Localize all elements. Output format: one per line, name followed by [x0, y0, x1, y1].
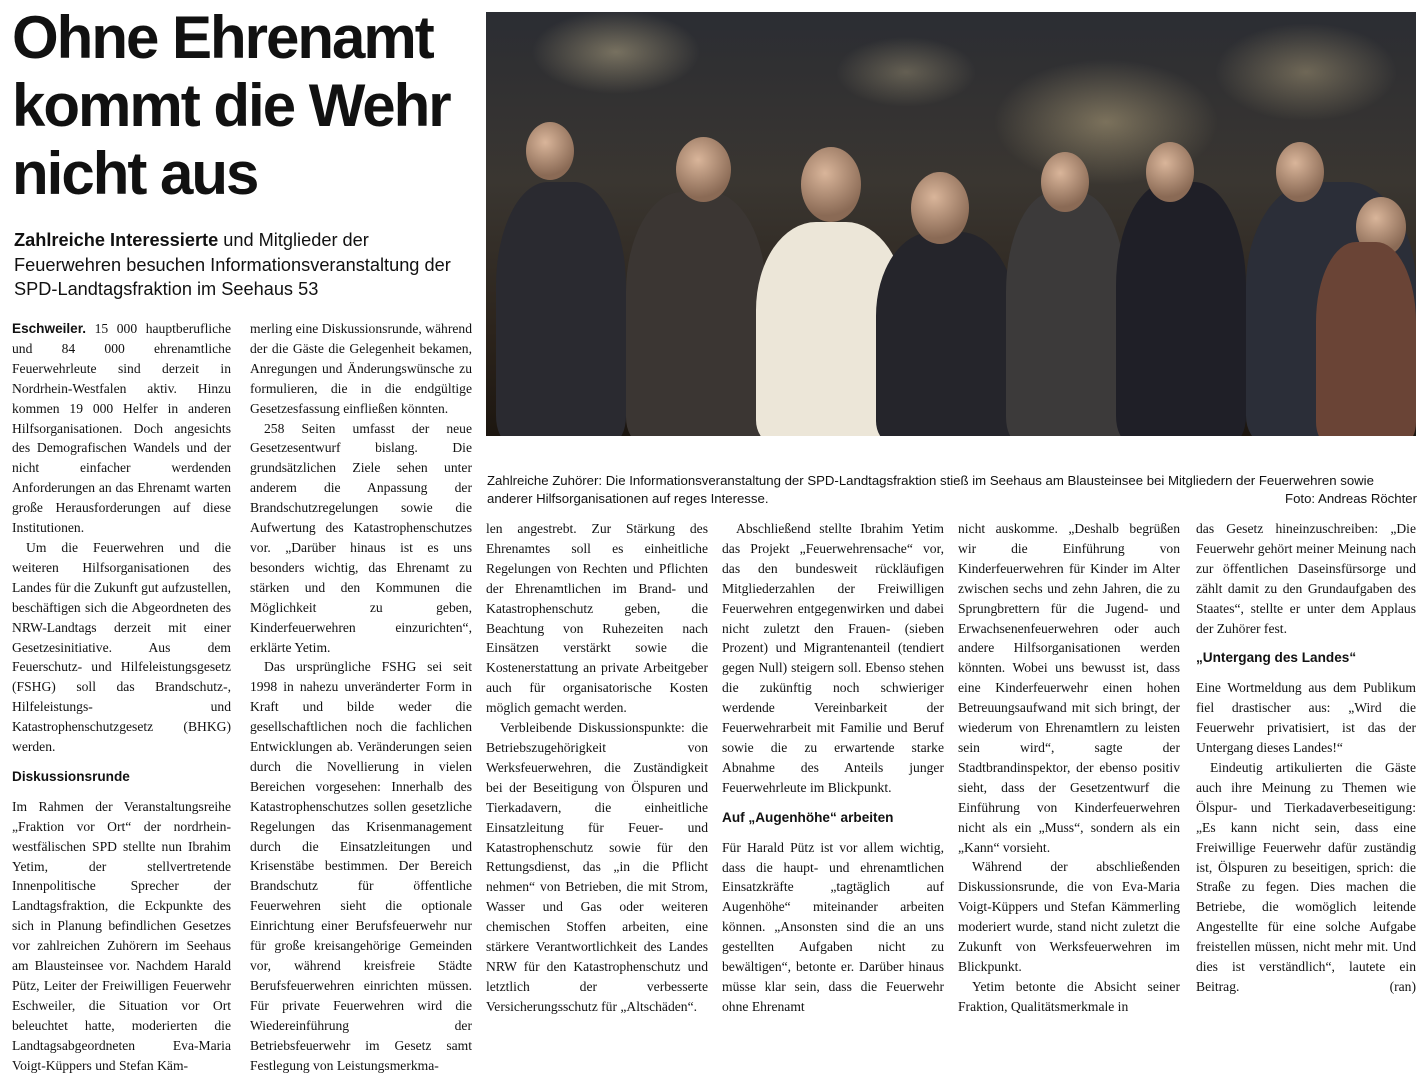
section-heading: „Untergang des Landes“ — [1196, 650, 1357, 666]
article-column-2 — [250, 319, 472, 1075]
photo-caption — [487, 472, 1417, 507]
paragraph: len angestrebt. Zur Stärkung des Ehrenamtes soll es einheitliche Regelungen von Rechten und Pflichten der Ehrenamtlichen im Brand- und Katastrophenschutz geben, die Beachtung von Ruhezeiten nach Einsätzen verstärkt sowie die Kostenerstattung an private Arbeitgeber auch für organisatorische Kosten möglich gemacht werden. — [486, 521, 708, 716]
section-heading: Auf „Augenhöhe“ arbeiten — [722, 809, 894, 825]
paragraph: Während der abschließenden Diskussionsrunde, die von Eva-Maria Voigt-Küppers und Stefan Kämmerling moderiert wurde, stand nicht zuletzt die Zukunft von Werksfeuerwehren im Blickpunkt. — [958, 859, 1180, 974]
paragraph: Yetim betonte die Absicht seiner Fraktion, Qualitätsmerkmale in — [958, 978, 1180, 1014]
caption-text: Zahlreiche Zuhörer: Die Informationsveranstaltung der SPD-Landtagsfraktion stieß im Seehaus am Blausteinsee bei Mitgliedern der Feuerwehren sowie anderer Hilfsorganisationen auf reges Interesse. — [487, 473, 1374, 506]
subheadline-lead: Zahlreiche Interessierte — [14, 230, 219, 250]
paragraph: Für Harald Pütz ist vor allem wichtig, dass die haupt- und ehrenamtlichen Einsatzkräfte „tagtäglich auf Augenhöhe“ miteinander arbeiten können. „Ansonsten sind die an uns gestellten Aufgaben nicht zu bewältigen“, betonte er. Darüber hinaus müsse klar sein, dass die Feuerwehr ohne Ehrenamt — [722, 839, 944, 1014]
paragraph: Um die Feuerwehren und die weiteren Hilfsorganisationen des Landes für die Zukunft gut aufzustellen, beschäftigen sich die Abgeordneten des NRW-Landtags derzeit mit einer Gesetzesinitiative. Aus dem Feuerschutz- und Hilfeleistungsgesetz (FSHG) soll das Brandschutz-, Hilfeleistungs- und Katastrophenschutzgesetz (BHKG) werden. — [12, 539, 231, 755]
paragraph — [12, 319, 231, 538]
dateline: Eschweiler. — [12, 321, 87, 336]
subheadline-rest: und Mitglieder der Feuerwehren besuchen Informationsveranstaltung der SPD-Landtagsfraktion im Seehaus 53 — [14, 230, 451, 299]
paragraph: Eine Wortmeldung aus dem Publikum fiel drastischer aus: „Wird die Feuerwehr privatisiert, ist das der Untergang dieses Landes!“ — [1196, 680, 1416, 756]
paragraph: nicht auskomme. „Deshalb begrüßen wir die Einführung von Kinderfeuerwehren für Kinder im Alter zwischen sechs und zehn Jahren, die zu Sprungbrettern für die Jugend- und Erwachsenenfeuerwehren oder auch andere Hilfsorganisationen werden könnten. Wobei uns bewusst ist, dass eine Kinderfeuerwehr einen hohen Betreuungsaufwand mit sich bringt, der wiederum von Ehrenamtlern zu leisten sein wird“, sagte der Stadtbrandinspektor, der ebenso positiv sieht, dass der Gesetzentwurf die Einführung von Kinderfeuerwehren nicht als ein „Muss“, sondern als ein „Kann“ vorsieht. — [958, 521, 1180, 855]
paragraph: Verbleibende Diskussionspunkte: die Betriebszugehörigkeit von Werksfeuerwehren, die Zuständigkeit bei der Beseitigung von Ölspuren und Tierkadavern, die einheitliche Einsatzleitung für Feuer- und Katastrophenschutz sowie für den Rettungsdienst, das „in die Pflicht nehmen“ von Betrieben, die mit Strom, Wasser und Gas oder weiteren chemischen Stoffen arbeiten, eine stärkere Verantwortlichkeit des Landes NRW für den Katastrophenschutz und letztlich der verbesserte Versicherungsschutz für „Altschäden“. — [486, 720, 708, 1014]
paragraph: Im Rahmen der Veranstaltungsreihe „Fraktion vor Ort“ der nordrhein-westfälischen SPD stellte nun Ibrahim Yetim, der stellvertretende Innenpolitische Sprecher der Landtagsfraktion, die Eckpunkte des sich in Planung befindlichen Gesetzes vor zahlreichen Zuhörern im Seehaus am Blausteinsee vor. Nachdem Harald Pütz, Leiter der Freiwilligen Feuerwehr Eschweiler, die Situation vor Ort beleuchtet hatte, moderierten die Landtagsabgeordneten Eva-Maria Voigt-Küppers und Stefan Käm- — [12, 798, 231, 1073]
paragraph: merling eine Diskussionsrunde, während der die Gäste die Gelegenheit bekamen, Anregungen und Änderungswünsche zu formulieren, die in die endgültige Gesetzesfassung einfließen könnten. — [250, 321, 472, 416]
photo-credit: Foto: Andreas Röchter — [1285, 490, 1417, 506]
article-column-6 — [1196, 519, 1416, 997]
author-signature: (ran) — [1389, 978, 1416, 994]
audience-photo — [486, 12, 1416, 436]
headline: Ohne Ehrenamt kommt die Wehr nicht aus — [12, 4, 450, 207]
paragraph: Eindeutig artikulierten die Gäste auch ihre Meinung zu Themen wie Ölspur- und Tierkadaverbeseitigung: „Es kann nicht sein, dass eine Freiwillige Feuerwehr dafür zuständig ist, Ölspuren zu beseitigen, sprich: die Straße zu fegen. Dies machen die Betriebe, die womöglich leitende Angestellte für eine solche Aufgabe freistellen müssen, nicht mehr mit. Und dies ist verständlich“, lautete ein Beitrag. — [1196, 759, 1416, 994]
article-column-1 — [12, 319, 231, 1076]
paragraph-text: 15 000 hauptberufliche und 84 000 ehrenamtliche Feuerwehrleute sind derzeit in Nordrhein-Westfalen aktiv. Hinzu kommen 19 000 Helfer in anderen Hilfsorganisationen. Doch angesichts des Demografischen Wandels und der nicht einfacher werdenden Anforderungen an das Ehrenamt warten große Herausforderungen auf diese Institutionen. — [12, 321, 231, 536]
article-column-5 — [958, 519, 1180, 1017]
article-column-4 — [722, 519, 944, 1017]
paragraph: Abschließend stellte Ibrahim Yetim das Projekt „Feuerwehrensache“ vor, das den bundesweit rückläufigen Mitgliederzahlen der Freiwilligen Feuerwehren entgegenwirken und dabei nicht zuletzt den Frauen- (sieben Prozent) und Migrantenanteil (tendiert gegen Null) steigern soll. Ebenso stehen die zukünftig noch schwieriger werdende Vereinbarkeit der Feuerwehrarbeit mit Familie und Beruf sowie die zu erwartende starke Abnahme des Anteils junger Feuerwehrleute im Blickpunkt. — [722, 521, 944, 795]
paragraph: 258 Seiten umfasst der neue Gesetzesentwurf bislang. Die grundsätzlichen Ziele sehen unter anderem die Anpassung der Brandschutzregelungen sowie die Aufwertung des Katastrophenschutzes vor. „Darüber hinaus ist es uns besonders wichtig, das Ehrenamt zu stärken und den Kommunen die Möglichkeit zu geben, Kinderfeuerwehren einzurichten“, erklärte Yetim. — [250, 420, 472, 655]
article-column-3 — [486, 519, 708, 1017]
subheadline — [14, 228, 454, 302]
section-heading: Diskussionsrunde — [12, 768, 130, 784]
paragraph: Das ursprüngliche FSHG sei seit 1998 in nahezu unveränderter Form in Kraft und bilde weder die gesellschaftlichen noch die fachlichen Entwicklungen ab. Veränderungen seien durch die Novellierung in vielen Bereichen vorgesehen: Innerhalb des Katastrophenschutzes sollen gesetzliche Regelungen das Krisenmanagement durch die Einsatzleitungen und Krisenstäbe bestimmen. Der Bereich Brandschutz für öffentliche Feuerwehren sieht die optionale Einrichtung einer Berufsfeuerwehr nur für große kreisangehörige Gemeinden vor, während kreisfreie Städte Berufsfeuerwehren einrichten müssen. Für private Feuerwehren wird die Wiedereinführung der Betriebsfeuerwehr im Gesetz samt Festlegung von Leistungsmerkma- — [250, 659, 472, 1073]
paragraph: das Gesetz hineinzuschreiben: „Die Feuerwehr gehört meiner Meinung nach zur öffentlichen Daseinsfürsorge und zählt damit zu den Grundaufgaben des Staates“, stellte er unter dem Applaus der Zuhörer fest. — [1196, 521, 1416, 636]
